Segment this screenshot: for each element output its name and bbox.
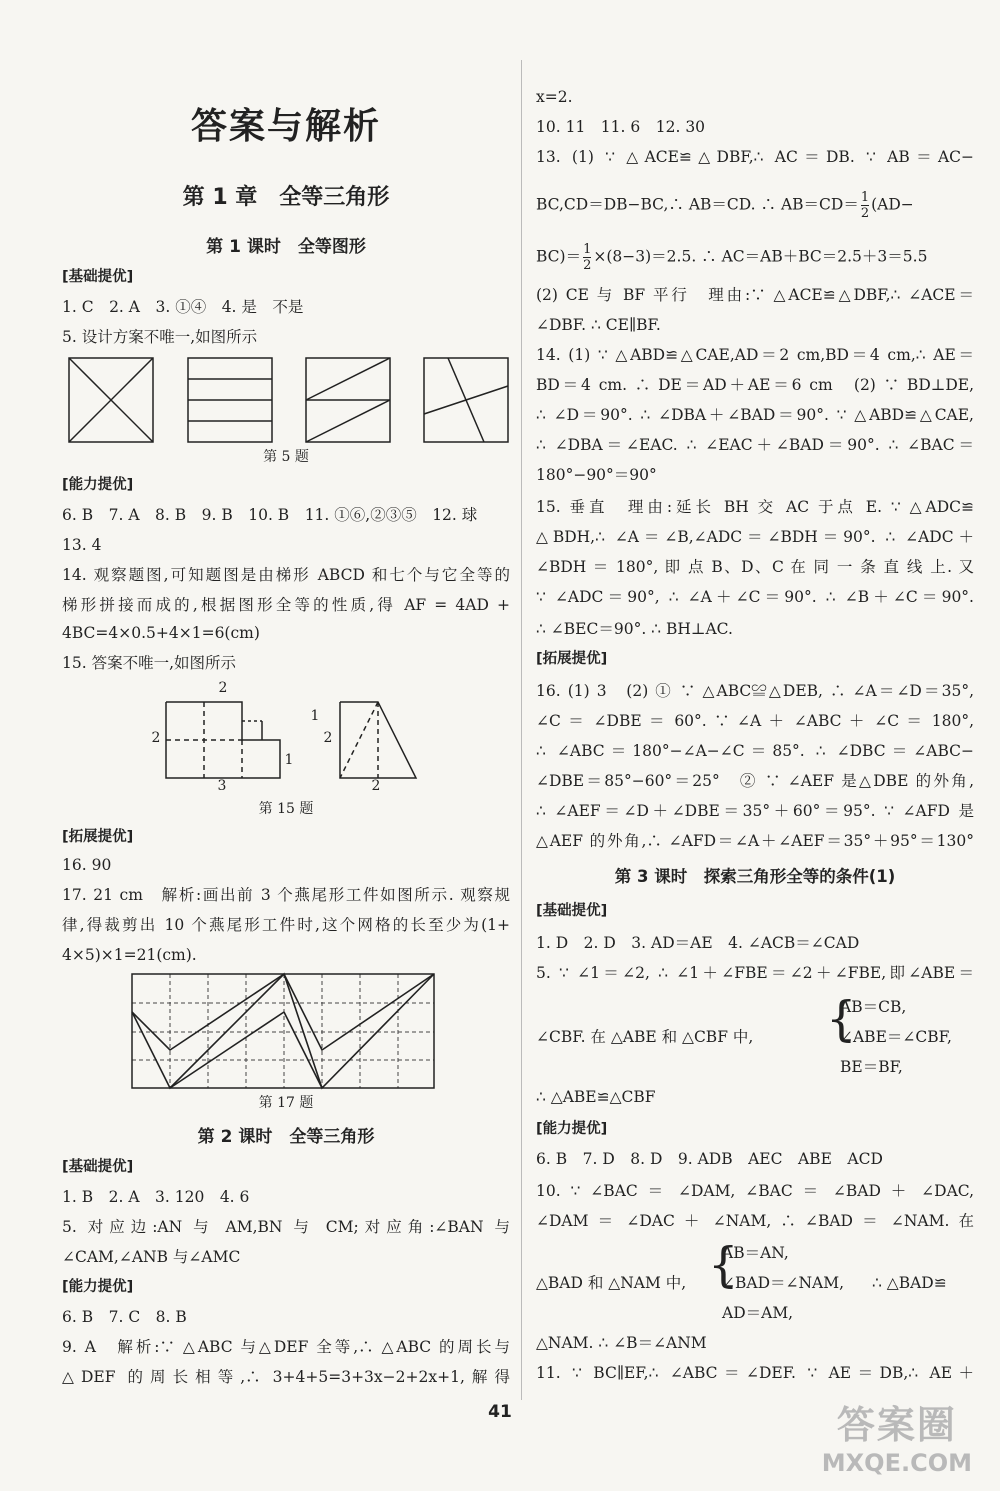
answer-line: 1. B 2. A 3. 120 4. 6: [62, 1188, 250, 1206]
chapter-title: 第 1 章 全等三角形: [182, 185, 390, 210]
watermark-line1: 答案圈: [836, 1403, 957, 1447]
answer-line: ∠CBF. 在 △ABE 和 △CBF 中,: [536, 1028, 754, 1046]
answer-line: ∵ ∠ADC＝90°, ∴ ∠A＋∠C＝90°. ∴ ∠B＋∠C＝90°.: [536, 588, 974, 606]
answer-line: 梯形拼接而成的,根据图形全等的性质,得 AF = 4AD +: [62, 596, 510, 614]
answer-line: 10. 11 11. 6 12. 30: [536, 118, 706, 136]
answer-line: BC)＝ $\frac{1}{2}$ ×(8−3)＝2.5. ∴ AC＝AB＋BC＝2.5＋3＝5.5: [536, 242, 928, 273]
answer-line: 9. A 解析:∵ △ABC 与△DEF 全等,∴ △ABC 的周长与: [62, 1338, 510, 1356]
answer-line: ∴ ∠ABC＝180°−∠A−∠C＝85°. ∴ ∠DBC＝∠ABC−: [536, 742, 974, 760]
answer-line: 4×5)×1=21(cm).: [62, 946, 197, 964]
answer-line: ∴ ∠DBA＝∠EAC. ∴ ∠EAC＋∠BAD＝90°. ∴ ∠BAC＝: [536, 436, 974, 454]
fig15-label: 1: [310, 708, 320, 724]
answer-line: △DEF 的周长相等,∴ 3+4+5=3+3x−2+2x+1,解得: [62, 1368, 510, 1386]
system-line: AB＝CB,: [840, 998, 907, 1016]
answer-line: 16. 90: [62, 856, 112, 874]
answer-line: 6. B 7. A 8. B 9. B 10. B 11. ①⑥,②③⑤ 12. 球: [62, 506, 478, 524]
lesson1-title: 第 1 课时 全等图形: [206, 237, 366, 257]
page-number: 41: [488, 1402, 512, 1422]
column-divider: [521, 60, 522, 1400]
answer-line: ∠BDH ＝ 180°, 即 点 B、D、C 在 同 一 条 直 线 上. 又: [536, 558, 974, 576]
figure-5: [68, 356, 510, 446]
lesson2-basic-tag: [基础提优]: [62, 1159, 134, 1175]
watermark: [822, 1394, 972, 1477]
answer-line: ∴ △ABE≌△CBF: [536, 1088, 656, 1106]
lesson1-ext-tag: [拓展提优]: [62, 829, 134, 845]
answer-line: 16. (1) 3 (2) ① ∵ △ABC≌△DEB, ∴ ∠A＝∠D＝35°,: [536, 682, 974, 700]
answer-line: 15. 答案不唯一,如图所示: [62, 654, 237, 672]
figure-15: [142, 680, 442, 800]
answer-line: 6. B 7. D 8. D 9. ADB AEC ABE ACD: [536, 1150, 883, 1168]
answer-line: 6. B 7. C 8. B: [62, 1308, 187, 1326]
answer-line: ∠DAM ＝ ∠DAC ＋ ∠NAM, ∴ ∠BAD ＝ ∠NAM. 在: [536, 1212, 974, 1230]
answer-line: ∴ △BAD≌: [872, 1274, 947, 1292]
answer-line: 17. 21 cm 解析:画出前 3 个燕尾形工件如图所示. 观察规: [62, 886, 510, 904]
main-title: 答案与解析: [190, 106, 381, 147]
lesson2-ability-tag: [能力提优]: [62, 1279, 134, 1295]
figure-17: [130, 972, 436, 1090]
answer-line: ∴ ∠AEF＝∠D＋∠DBE＝35°＋60°＝95°. ∵ ∠AFD 是: [536, 802, 974, 820]
lesson3-title: 第 3 课时 探索三角形全等的条件(1): [614, 867, 896, 886]
answer-line: BD＝4 cm. ∴ DE＝AD＋AE＝6 cm (2) ∵ BD⊥DE,: [536, 376, 974, 394]
brace-symbol: {: [826, 991, 857, 1047]
answer-line: △BAD 和 △NAM 中,: [536, 1274, 687, 1292]
lesson2-title: 第 2 课时 全等三角形: [197, 1127, 375, 1147]
answer-line: 180°−90°＝90°: [536, 466, 657, 484]
fig15-label: 1: [284, 752, 294, 768]
answer-line: ∴ ∠D＝90°. ∴ ∠DBA＋∠BAD＝90°. ∵ △ABD≌△CAE,: [536, 406, 974, 424]
answer-line: ∠DBF. ∴ CE∥BF.: [536, 316, 661, 334]
fig15-label: 2: [371, 778, 381, 794]
answer-line: ∠DBE＝85°−60°＝25° ② ∵ ∠AEF 是△DBE 的外角,: [536, 772, 974, 790]
fig5-caption: 第 5 题: [263, 449, 309, 465]
system-line: AD＝AM,: [722, 1304, 794, 1322]
system-line: AB＝AN,: [722, 1244, 789, 1262]
fig15-label: 3: [217, 778, 227, 794]
fig17-caption: 第 17 题: [258, 1095, 314, 1111]
answer-line: ∠CAM,∠ANB 与∠AMC: [62, 1248, 241, 1266]
fig15-label: 2: [323, 730, 333, 746]
answer-line: 5. 对应边:AN 与 AM,BN 与 CM;对应角:∠BAN 与: [62, 1218, 510, 1236]
answer-line: △AEF 的外角,∴ ∠AFD＝∠A＋∠AEF＝35°＋95°＝130°: [536, 832, 974, 850]
answer-line: 13. (1) ∵ △ACE≌△DBF,∴ AC＝DB. ∵ AB＝AC−: [536, 148, 974, 166]
answer-line: 1. D 2. D 3. AD＝AE 4. ∠ACB＝∠CAD: [536, 934, 860, 952]
answer-line: △NAM. ∴ ∠B＝∠ANM: [536, 1334, 707, 1352]
answer-line: (2) CE 与 BF 平行 理由:∵ △ACE≌△DBF,∴ ∠ACE＝: [536, 286, 974, 304]
answer-line: 1. C 2. A 3. ①④ 4. 是 不是: [62, 298, 304, 316]
fig15-caption: 第 15 题: [258, 801, 314, 817]
answer-line: 5. ∵ ∠1＝∠2, ∴ ∠1＋∠FBE＝∠2＋∠FBE,即∠ABE＝: [536, 964, 974, 982]
answer-line: BC,CD＝DB−BC,∴ AB＝CD. ∴ AB＝CD＝ $\frac{1}{2}$ (AD−: [536, 190, 914, 221]
fig15-label: 2: [218, 680, 228, 696]
answer-line: x=2.: [536, 88, 573, 106]
answer-line: 13. 4: [62, 536, 102, 554]
answer-line: △BDH,∴ ∠A＝∠B,∠ADC＝∠BDH＝90°. ∴ ∠ADC＋: [536, 528, 974, 546]
system-line: ∠ABE＝∠CBF,: [840, 1028, 952, 1046]
right-ability-tag: [能力提优]: [536, 1121, 608, 1137]
answer-line: 14. 观察题图,可知题图是由梯形 ABCD 和七个与它全等的: [62, 566, 510, 584]
answer-line: 11. ∵ BC∥EF,∴ ∠ABC＝∠DEF. ∵ AE＝DB,∴ AE＋: [536, 1364, 974, 1382]
brace-symbol: {: [708, 1237, 739, 1293]
answer-line: ∴ ∠BEC＝90°. ∴ BH⊥AC.: [536, 620, 733, 638]
lesson1-basic-tag: [基础提优]: [62, 269, 134, 285]
watermark-line2: MXQE.COM: [821, 1449, 972, 1477]
right-ext-tag: [拓展提优]: [536, 651, 608, 667]
fig15-label: 2: [151, 730, 161, 746]
answer-line: 10. ∵ ∠BAC ＝ ∠DAM, ∠BAC ＝ ∠BAD ＋ ∠DAC,: [536, 1182, 974, 1200]
answer-line: 15. 垂直 理由:延长 BH 交 AC 于点 E. ∵ △ADC≌: [536, 498, 974, 516]
right-basic-tag: [基础提优]: [536, 903, 608, 919]
lesson1-ability-tag: [能力提优]: [62, 477, 134, 493]
system-line: ∠BAD＝∠NAM,: [722, 1274, 845, 1292]
answer-line: 5. 设计方案不唯一,如图所示: [62, 328, 258, 346]
answer-line: 律,得裁剪出 10 个燕尾形工件时,这个网格的长至少为(1+: [62, 916, 510, 934]
system-line: BE＝BF,: [840, 1058, 903, 1076]
answer-line: 4BC=4×0.5+4×1=6(cm): [62, 624, 260, 642]
answer-line: ∠C ＝ ∠DBE ＝ 60°. ∵ ∠A ＋ ∠ABC ＋ ∠C ＝ 180°,: [536, 712, 974, 730]
answer-line: 14. (1) ∵ △ABD≌△CAE,AD＝2 cm,BD＝4 cm,∴ AE＝: [536, 346, 974, 364]
